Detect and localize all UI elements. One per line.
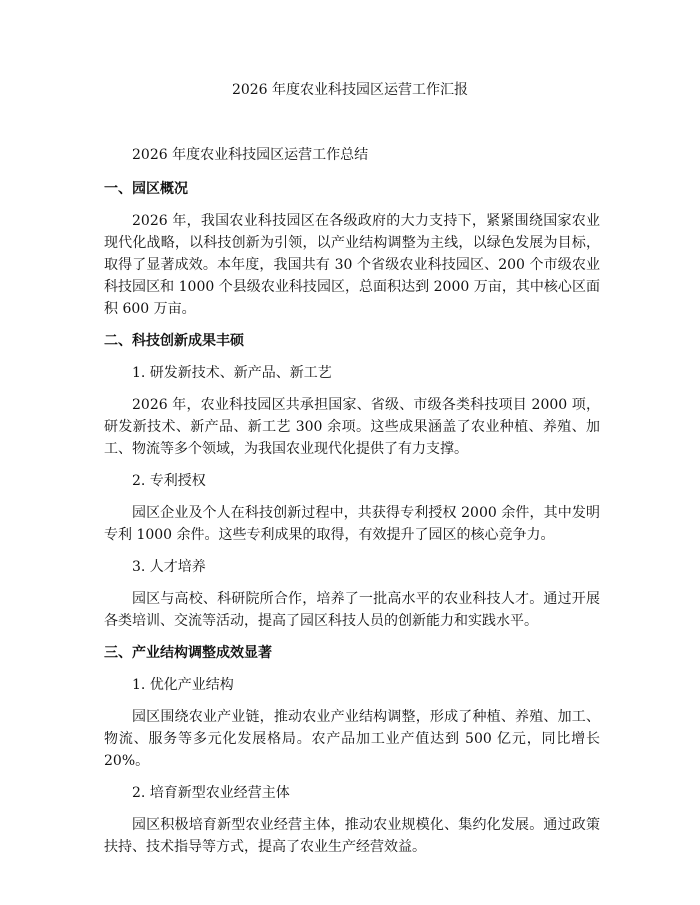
- document-body: [104, 144, 600, 868]
- subsection-heading: 3. 人才培养: [132, 559, 206, 575]
- subsection-paragraph: 园区积极培育新型农业经营主体，推动农业规模化、集约化发展。通过政策扶持、技术指导等方式，提高了农业生产经营效益。: [104, 817, 600, 855]
- subsection-paragraph: 园区围绕农业产业链，推动农业产业结构调整，形成了种植、养殖、加工、物流、服务等多元化发展格局。农产品加工业产值达到 500 亿元，同比增长 20%。: [104, 709, 600, 769]
- subsection-heading: 2. 培育新型农业经营主体: [132, 785, 290, 801]
- subsection-heading: 1. 研发新技术、新产品、新工艺: [132, 365, 332, 381]
- subsection-paragraph: 园区与高校、科研院所合作，培养了一批高水平的农业科技人才。通过开展各类培训、交流等活动，提高了园区科技人员的创新能力和实践水平。: [104, 591, 600, 629]
- section-heading: 二、科技创新成果丰硕: [104, 333, 244, 349]
- subsection-heading: 2. 专利授权: [132, 473, 206, 489]
- document-subtitle: 2026 年度农业科技园区运营工作总结: [132, 147, 369, 163]
- document-title: 2026 年度农业科技园区运营工作汇报: [231, 82, 469, 98]
- subsection-paragraph: 2026 年，农业科技园区共承担国家、省级、市级各类科技项目 2000 项，研发新技术、新产品、新工艺 300 余项。这些成果涵盖了农业种植、养殖、加工、物流等多个领域，为我国农业现代化提供了有力支撑。: [104, 397, 600, 457]
- subsection-heading: 1. 优化产业结构: [132, 677, 234, 693]
- section-heading: 三、产业结构调整成效显著: [104, 645, 272, 661]
- section-paragraph: 2026 年，我国农业科技园区在各级政府的大力支持下，紧紧围绕国家农业现代化战略，以科技创新为引领，以产业结构调整为主线，以绿色发展为目标，取得了显著成效。本年度，我国共有 30 个省级农业科技园区、200 个市级农业科技园区和 1000 个县级农业科技园区，总面积达到 2000 万亩，其中核心区面积 600 万亩。: [104, 213, 600, 317]
- subsection-paragraph: 园区企业及个人在科技创新过程中，共获得专利授权 2000 余件，其中发明专利 1000 余件。这些专利成果的取得，有效提升了园区的核心竞争力。: [104, 505, 600, 543]
- section-heading: 一、园区概况: [104, 181, 188, 197]
